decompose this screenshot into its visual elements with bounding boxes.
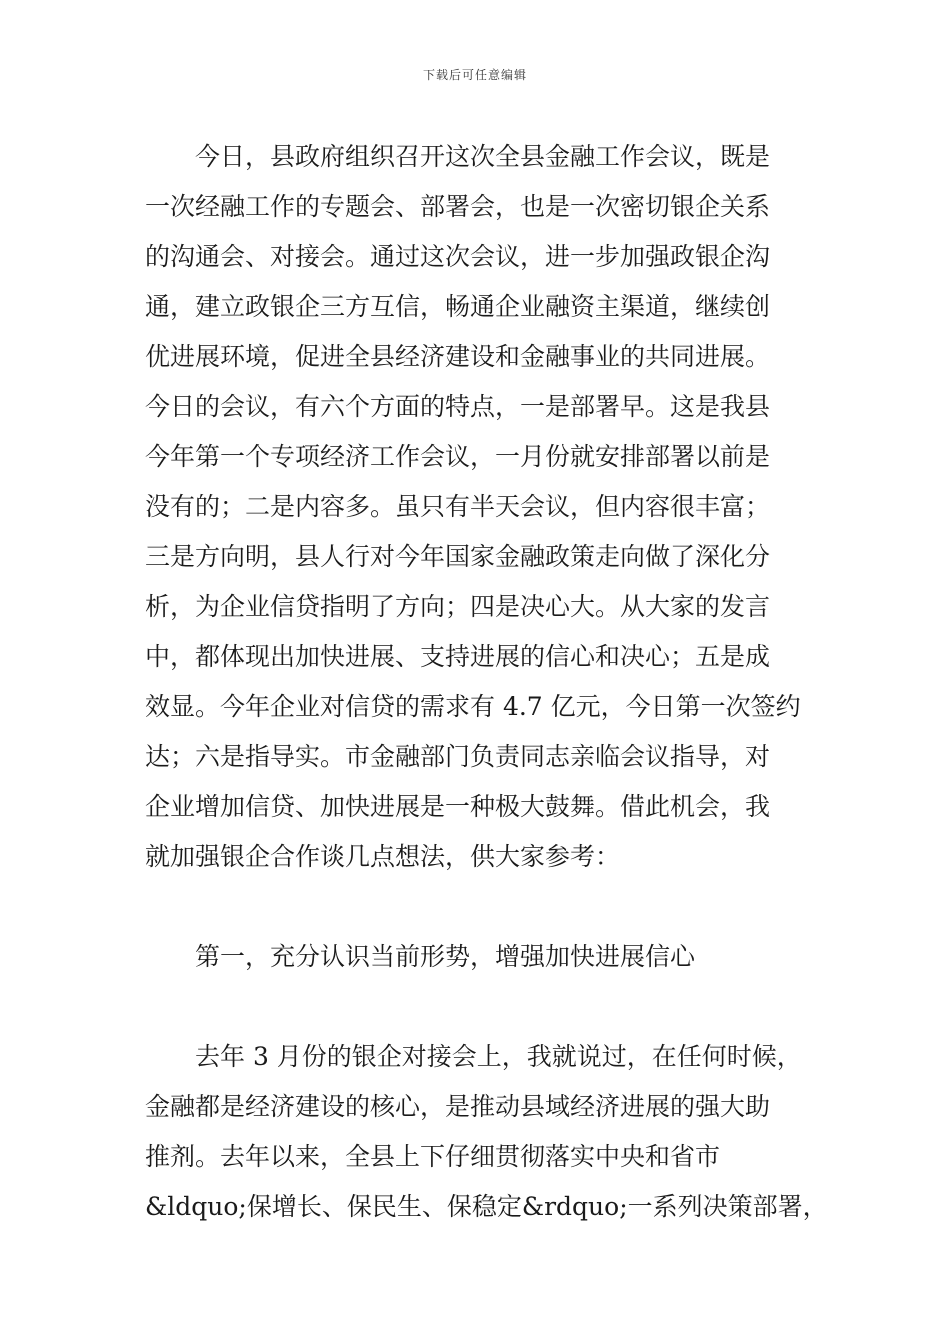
paragraph-line: 没有的；二是内容多。虽只有半天会议，但内容很丰富； — [145, 492, 771, 521]
paragraph-line: 析，为企业信贷指明了方向；四是决心大。从大家的发言 — [145, 592, 771, 621]
paragraph-1 — [145, 132, 813, 882]
paragraph-2 — [145, 1032, 828, 1232]
paragraph-line: 今日，县政府组织召开这次全县金融工作会议，既是 — [195, 142, 771, 171]
paragraph-line: 今年第一个专项经济工作会议，一月份就安排部署以前是 — [145, 442, 771, 471]
paragraph-line: 通，建立政银企三方互信，畅通企业融资主渠道，继续创 — [145, 292, 771, 321]
paragraph-line: 金融都是经济建设的核心，是推动县域经济进展的强大助 — [145, 1092, 771, 1121]
paragraph-line: 一次经融工作的专题会、部署会，也是一次密切银企关系 — [145, 192, 771, 221]
section-heading: 第一，充分认识当前形势，增强加快进展信心 — [195, 942, 696, 971]
document-body — [145, 132, 828, 1232]
paragraph-line: 今日的会议，有六个方面的特点，一是部署早。这是我县 — [145, 392, 771, 421]
paragraph-line: 就加强银企合作谈几点想法，供大家参考： — [145, 842, 621, 871]
paragraph-line: 去年 3 月份的银企对接会上，我就说过，在任何时候， — [195, 1042, 802, 1071]
paragraph-line: 效显。今年企业对信贷的需求有 4.7 亿元，今日第一次签约 — [145, 692, 801, 721]
paragraph-line: 中，都体现出加快进展、支持进展的信心和决心；五是成 — [145, 642, 771, 671]
paragraph-spacer — [145, 982, 813, 1032]
paragraph-line: 的沟通会、对接会。通过这次会议，进一步加强政银企沟 — [145, 242, 771, 271]
paragraph-spacer — [145, 882, 813, 932]
paragraph-line: 推剂。去年以来，全县上下仔细贯彻落实中央和省市 — [145, 1142, 721, 1171]
paragraph-line: 企业增加信贷、加快进展是一种极大鼓舞。借此机会，我 — [145, 792, 771, 821]
paragraph-line: 达；六是指导实。市金融部门负责同志亲临会议指导，对 — [145, 742, 771, 771]
header-note: 下载后可任意编辑 — [422, 68, 527, 82]
paragraph-line: &ldquo;保增长、保民生、保稳定&rdquo;一系列决策部署， — [145, 1192, 828, 1221]
paragraph-line: 优进展环境，促进全县经济建设和金融事业的共同进展。 — [145, 342, 771, 371]
paragraph-line: 三是方向明，县人行对今年国家金融政策走向做了深化分 — [145, 542, 771, 571]
